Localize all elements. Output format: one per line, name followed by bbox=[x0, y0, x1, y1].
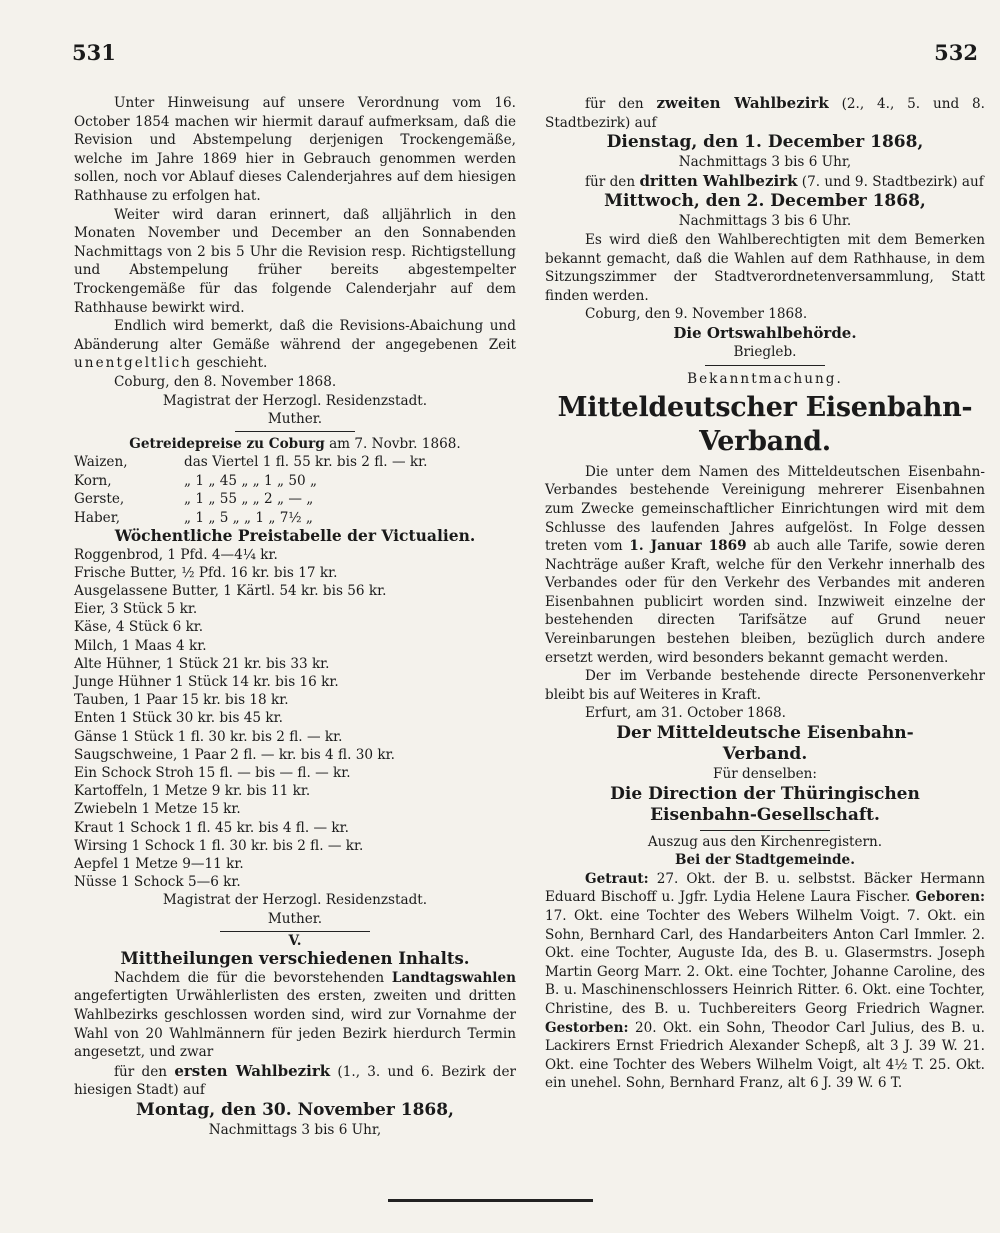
notice-heading: Bekanntmachung. bbox=[687, 371, 843, 388]
place-date: Erfurt, am 31. October 1868. bbox=[585, 705, 786, 722]
district-name: dritten Wahlbezirk bbox=[639, 171, 798, 190]
text-part: 20. Okt. ein Sohn, Theodor Carl Julius, des B. u. Lackirers Ernst Friedrich Alexander Schepß, alt 3 J. 39 W. 21. Okt. eine Tochter des Webers Wilhelm Voigt, alt 4½ T. 25. Okt. ein unehel. Sohn, Bernhard Franz, alt 6 J. 39 W. 6 T. bbox=[545, 1019, 986, 1092]
election-time: Nachmittags 3 bis 6 Uhr. bbox=[678, 213, 852, 230]
grain-title-main: Getreidepreise zu Coburg bbox=[129, 435, 325, 452]
grain-name: Korn, bbox=[74, 472, 112, 489]
grain-price: das Viertel 1 fl. 55 kr. bis 2 fl. — kr. bbox=[184, 454, 428, 471]
election-date: Montag, den 30. November 1868, bbox=[136, 1099, 454, 1120]
district-name: zweiten Wahlbezirk bbox=[656, 94, 829, 112]
grain-price-table bbox=[74, 453, 516, 527]
authority: Magistrat der Herzogl. Residenzstadt. bbox=[162, 892, 428, 909]
register-extract-title: Auszug aus den Kirchenregistern. bbox=[647, 833, 883, 850]
section-number: V. bbox=[288, 932, 302, 949]
paragraph-reminder: Weiter wird daran erinnert, daß alljährlich in den Monaten November und December an den Sonnabenden Nachmittags von 2 bis 5 Uhr die Revision resp. Richtigstellung und Abstempelung früher bereits abgestempelter Trockengemäße für das folgende Calenderjahr auf dem Rathhause bewirkt wird. bbox=[74, 206, 516, 316]
election-time: Nachmittags 3 bis 6 Uhr, bbox=[678, 154, 852, 171]
list-item: Ausgelassene Butter, 1 Kärtl. 54 kr. bis 56 kr. bbox=[74, 582, 387, 599]
place-date: Coburg, den 8. November 1868. bbox=[114, 373, 337, 390]
district-first bbox=[74, 1062, 516, 1100]
page-number-left: 531 bbox=[72, 40, 116, 65]
right-column bbox=[545, 94, 985, 1093]
election-date: Mittwoch, den 2. December 1868, bbox=[604, 191, 926, 212]
text-part: angefertigten Urwählerlisten des ersten, zweiten und dritten Wahlbezirks geschlossen worden sind, wird zur Vornahme der Wahl von 20 Wahlmännern für jeden Bezirk hierdurch Termin angesetzt, und zwar bbox=[74, 988, 516, 1061]
text-part: geschieht. bbox=[196, 355, 268, 372]
victuals-list bbox=[74, 546, 516, 892]
grain-name: Waizen, bbox=[74, 454, 128, 471]
grain-price: „ 1 „ 5 „ „ 1 „ 7½ „ bbox=[184, 509, 313, 526]
list-item: Ein Schock Stroh 15 fl. — bis — fl. — kr. bbox=[74, 764, 351, 781]
grain-name: Gerste, bbox=[74, 491, 125, 508]
signature-direction-cont: Eisenbahn-Gesellschaft. bbox=[650, 804, 880, 825]
list-item: Frische Butter, ½ Pfd. 16 kr. bis 17 kr. bbox=[74, 564, 338, 581]
list-item: Saugschweine, 1 Paar 2 fl. — kr. bis 4 fl. 30 kr. bbox=[74, 746, 395, 763]
election-date: Dienstag, den 1. December 1868, bbox=[606, 132, 924, 153]
divider bbox=[705, 365, 825, 366]
signature-union-cont: Verband. bbox=[722, 744, 808, 765]
signature-name: Briegleb. bbox=[733, 343, 797, 360]
list-item: Eier, 3 Stück 5 kr. bbox=[74, 601, 198, 618]
text-part: Nachdem die für die bevorstehenden bbox=[114, 969, 385, 986]
list-item: Enten 1 Stück 30 kr. bis 45 kr. bbox=[74, 710, 283, 727]
divider bbox=[235, 431, 355, 432]
text-part: (7. und 9. Stadtbezirk) auf bbox=[801, 173, 984, 190]
parish-title: Bei der Stadtgemeinde. bbox=[675, 852, 855, 869]
on-behalf: Für denselben: bbox=[713, 766, 817, 783]
list-item: Nüsse 1 Schock 5—6 kr. bbox=[74, 874, 241, 891]
emphasis-free: unentgeltlich bbox=[74, 355, 192, 372]
divider bbox=[700, 830, 830, 831]
text-part: 17. Okt. eine Tochter des Webers Wilhelm Voigt. 7. Okt. ein Sohn, Bernhard Carl, des Handarbeiters Anton Carl Immler. 2. Okt. eine Tochter, Auguste Ida, des B. u. Glasermstrs. Joseph Martin Georg Marr. 2. Okt. eine Tochter, Johanne Caroline, des B. u. Maschinenschlossers Heinrich Ritter. 6. Okt. eine Tochter, Christine, des B. u. Tuchbereiters Georg Friedrich Wagner. bbox=[545, 908, 985, 1017]
text-part: Endlich wird bemerkt, daß die Revisions-Abaichung und Abänderung alter Gemäße während der angegebenen Zeit bbox=[74, 318, 516, 353]
signature-name: Muther. bbox=[267, 910, 323, 927]
railway-title: Mitteldeutscher Eisenbahn-Verband. bbox=[557, 391, 973, 457]
emphasis-date: 1. Januar 1869 bbox=[629, 538, 747, 555]
register-label: Geboren: bbox=[915, 889, 985, 906]
list-item: Aepfel 1 Metze 9—11 kr. bbox=[74, 855, 244, 872]
list-item: Tauben, 1 Paar 15 kr. bis 18 kr. bbox=[74, 692, 289, 709]
text-part: (2., 4., 5. und 8. Stadtbezirk) auf bbox=[545, 96, 986, 131]
grain-name: Haber, bbox=[74, 509, 121, 526]
text-part: Die unter dem Namen des Mitteldeutschen Eisenbahn-Verbandes bestehende Vereinigung mehrerer Eisenbahnen zum Zwecke gemeinschaftlicher Einrichtungen wird mit dem Schlusse des laufenden Jahres aufgelöst. In Folge dessen treten vom bbox=[545, 463, 985, 555]
page-number-right: 532 bbox=[934, 40, 978, 65]
grain-price: „ 1 „ 55 „ „ 2 „ — „ bbox=[184, 491, 314, 508]
district-third bbox=[545, 172, 985, 192]
signature-direction: Die Direction der Thüringischen bbox=[610, 783, 920, 804]
text-part: 27. Okt. der B. u. selbstst. Bäcker Hermann Eduard Bischoff u. Jgfr. Lydia Helene Laura Fischer. bbox=[545, 870, 985, 906]
victuals-title: Wöchentliche Preistabelle der Victualien. bbox=[114, 525, 476, 545]
register-marriages bbox=[545, 870, 985, 1093]
paragraph-passenger: Der im Verbande bestehende directe Personenverkehr bleibt bis auf Weiteres in Kraft. bbox=[545, 668, 985, 703]
left-column bbox=[74, 94, 516, 1139]
election-time: Nachmittags 3 bis 6 Uhr, bbox=[208, 1121, 382, 1138]
list-item: Gänse 1 Stück 1 fl. 30 kr. bis 2 fl. — kr. bbox=[74, 728, 343, 745]
text-part: für den bbox=[585, 173, 636, 190]
grain-title-date: am 7. Novbr. 1868. bbox=[329, 435, 461, 452]
paragraph-revision: Unter Hinweisung auf unsere Verordnung vom 16. October 1854 machen wir hiermit darauf aufmerksam, daß die Revision und Abstempelung derjenigen Trockengemäße, welche im Jahre 1869 hier in Gebrauch genommen werden sollen, noch vor Ablauf dieses Calenderjahres auf dem hiesigen Rathhause zu erfolgen hat. bbox=[74, 95, 516, 204]
place-date: Coburg, den 9. November 1868. bbox=[585, 306, 808, 323]
text-part: für den bbox=[585, 96, 644, 112]
authority: Magistrat der Herzogl. Residenzstadt. bbox=[162, 392, 428, 409]
signature-name: Muther. bbox=[267, 411, 323, 428]
list-item: Milch, 1 Maas 4 kr. bbox=[74, 637, 207, 654]
list-item: Wirsing 1 Schock 1 fl. 30 kr. bis 2 fl. — kr. bbox=[74, 837, 364, 854]
grain-prices-title bbox=[74, 435, 516, 454]
signature-union: Der Mitteldeutsche Eisenbahn- bbox=[616, 723, 914, 744]
list-item: Kraut 1 Schock 1 fl. 45 kr. bis 4 fl. — kr. bbox=[74, 819, 349, 836]
district-second bbox=[545, 94, 985, 132]
paragraph-final bbox=[74, 317, 516, 373]
register-label: Getraut: bbox=[585, 870, 649, 887]
list-item: Junge Hühner 1 Stück 14 kr. bis 16 kr. bbox=[74, 673, 339, 690]
bottom-rule bbox=[388, 1199, 593, 1202]
paragraph-elections bbox=[74, 969, 516, 1062]
text-part: ab auch alle Tarife, sowie deren Nachträge außer Kraft, welche für den Verkehr innerhalb des Verbandes oder für den Verkehr des Verbandes mit anderen Eisenbahnen publicirt worden sind. Inzwiweit einzelne der bestehenden directen Tarifsätze auf Grund neuer Vereinbarungen bestehen bleiben, bezüglich durch andere ersetzt werden, wird besonders bekannt gemacht werden. bbox=[545, 538, 986, 666]
authority: Die Ortswahlbehörde. bbox=[673, 323, 857, 342]
text-part: für den bbox=[114, 1063, 168, 1080]
paragraph-announcement: Es wird dieß den Wahlberechtigten mit dem Bemerken bekannt gemacht, daß die Wahlen auf dem Rathhause, in dem Sitzungszimmer der Stadtverordnetenversammlung, Statt finden werden. bbox=[545, 231, 985, 304]
list-item: Alte Hühner, 1 Stück 21 kr. bis 33 kr. bbox=[74, 655, 330, 672]
paragraph-railway bbox=[545, 463, 985, 668]
list-item: Roggenbrod, 1 Pfd. 4—4¼ kr. bbox=[74, 546, 278, 563]
list-item: Kartoffeln, 1 Metze 9 kr. bis 11 kr. bbox=[74, 783, 311, 800]
emphasis-landtag: Landtagswahlen bbox=[391, 969, 516, 986]
grain-price: „ 1 „ 45 „ „ 1 „ 50 „ bbox=[184, 472, 318, 489]
list-item: Käse, 4 Stück 6 kr. bbox=[74, 619, 204, 636]
section-title: Mittheilungen verschiedenen Inhalts. bbox=[120, 949, 470, 969]
register-label: Gestorben: bbox=[545, 1019, 629, 1036]
district-name: ersten Wahlbezirk bbox=[174, 1061, 331, 1080]
text-part: (1., 3. und 6. Bezirk der hiesigen Stadt) auf bbox=[74, 1063, 516, 1099]
list-item: Zwiebeln 1 Metze 15 kr. bbox=[74, 801, 241, 818]
